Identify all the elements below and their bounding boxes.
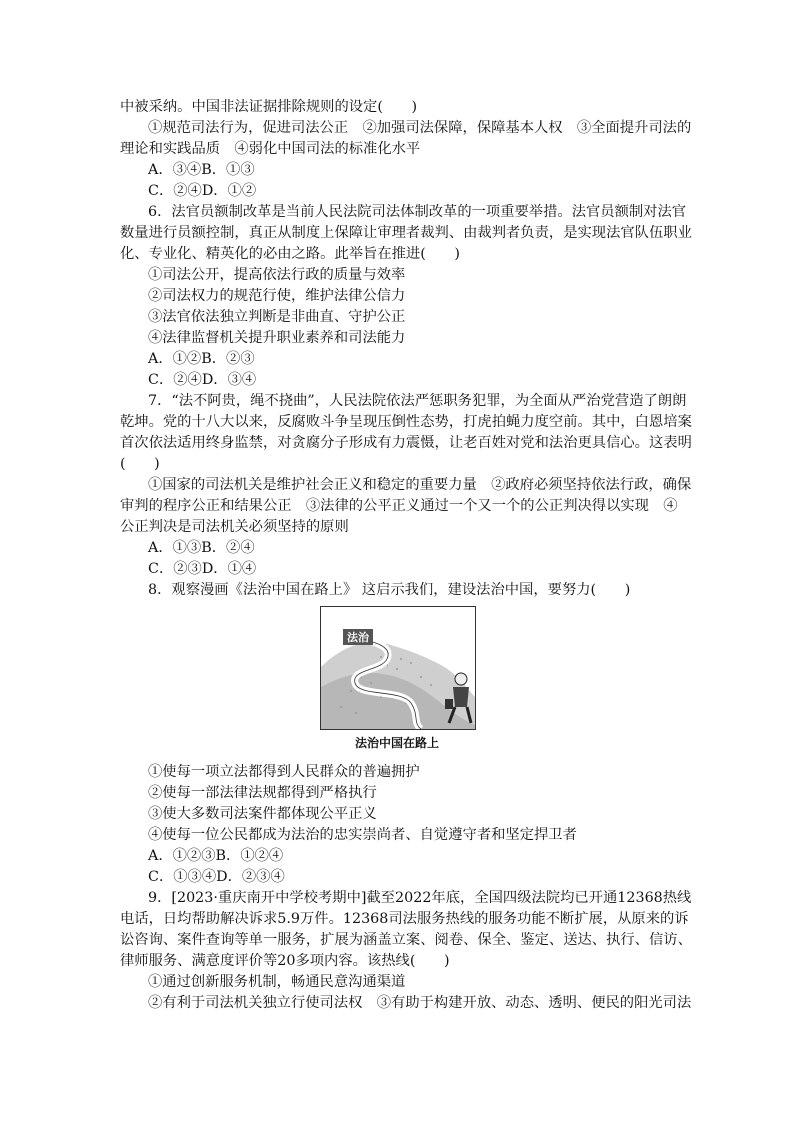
figure-caption: 法治中国在路上 — [354, 736, 439, 750]
q6-options-cd: C．②④D．③④ — [148, 372, 257, 388]
q7-stem-line4: ( ) — [120, 456, 160, 472]
q5-statements: ①规范司法行为，促进司法公正 ②加强司法保障，保障基本人权 ③全面提升司法的 — [148, 120, 692, 136]
q7-stem-line2: 乾坤。党的十八大以来，反腐败斗争呈现压倒性态势，打虎拍蝇力度空前。其中，白恩培案 — [120, 414, 692, 430]
sign-text: 法治 — [347, 631, 369, 644]
cartoon-figure — [320, 606, 476, 730]
q7-options-ab: A．①③B．②④ — [148, 540, 255, 556]
q6-statement-3: ③法官依法独立判断是非曲直、守护公正 — [148, 309, 406, 325]
q8-stem: 8．观察漫画《法治中国在路上》 这启示我们，建设法治中国，要努力( ) — [148, 582, 631, 598]
q7-stem: 7．“法不阿贵，绳不挠曲”，人民法院依法严惩职务犯罪，为全面从严治党营造了朗朗 — [148, 393, 687, 409]
q8-statement-3: ③使大多数司法案件都体现公平正义 — [148, 806, 377, 822]
q9-statements-2-3: ②有利于司法机关独立行使司法权 ③有助于构建开放、动态、透明、便民的阳光司法 — [148, 995, 692, 1011]
q6-stem-line3: 化、专业化、精英化的必由之路。此举旨在推进( ) — [120, 246, 460, 262]
q5-options-cd: C．②④D．①② — [148, 183, 257, 199]
q5-statements-cont: 理论和实践品质 ④弱化中国司法的标准化水平 — [120, 141, 421, 157]
q9-stem: 9．[2023·重庆南开中学校考期中]截至2022年底，全国四级法院均已开通12368热线 — [148, 890, 692, 906]
q6-stem-line2: 数量进行员额控制，真正从制度上保障让审理者裁判、由裁判者负责，是实现法官队伍职业 — [120, 225, 692, 241]
q7-statements-cont2: 公正判决是司法机关必须坚持的原则 — [120, 519, 349, 535]
q7-statements: ①国家的司法机关是维护社会正义和稳定的重要力量 ②政府必须坚持依法行政，确保 — [148, 477, 692, 493]
q6-options-ab: A．①②B．②③ — [148, 351, 255, 367]
q9-stem-line3: 讼咨询、案件查询等单一服务，扩展为涵盖立案、阅卷、保全、鉴定、送达、执行、信访、 — [120, 932, 692, 948]
q6-statement-4: ④法律监督机关提升职业素养和司法能力 — [148, 330, 406, 346]
q8-options-cd: C．①③④D．②③④ — [148, 869, 285, 885]
q9-stem-line2: 电话，日均帮助解决诉求5.9万件。12368司法服务热线的服务功能不断扩展，从原来的诉 — [120, 911, 689, 927]
q6-statement-2: ②司法权力的规范行使，维护法律公信力 — [148, 288, 406, 304]
q5-options-ab: A．③④B．①③ — [148, 162, 255, 178]
q8-statement-4: ④使每一位公民都成为法治的忠实崇尚者、自觉遵守者和坚定捍卫者 — [148, 827, 577, 843]
q8-statement-2: ②使每一部法律法规都得到严格执行 — [148, 785, 377, 801]
q5-stem-end: 中被采纳。中国非法证据排除规则的设定( ) — [120, 99, 418, 115]
q7-options-cd: C．②③D．①④ — [148, 561, 257, 577]
cartoon-illustration — [321, 607, 475, 729]
q8-options-ab: A．①②③B．①②④ — [148, 848, 284, 864]
q6-statement-1: ①司法公开，提高依法行政的质量与效率 — [148, 267, 406, 283]
q8-statement-1: ①使每一项立法都得到人民群众的普遍拥护 — [148, 764, 420, 780]
q9-stem-line4: 律师服务、满意度评价等20多项内容。该热线( ) — [120, 953, 450, 969]
q7-stem-line3: 首次依法适用终身监禁，对贪腐分子形成有力震慑，让老百姓对党和法治更具信心。这表明 — [120, 435, 692, 451]
q9-statement-1: ①通过创新服务机制，畅通民意沟通渠道 — [148, 974, 406, 990]
q6-stem: 6．法官员额制改革是当前人民法院司法体制改革的一项重要举措。法官员额制对法官 — [148, 204, 687, 220]
q7-statements-cont: 审判的程序公正和结果公正 ③法律的公平正义通过一个又一个的公正判决得以实现 ④ — [120, 498, 678, 514]
